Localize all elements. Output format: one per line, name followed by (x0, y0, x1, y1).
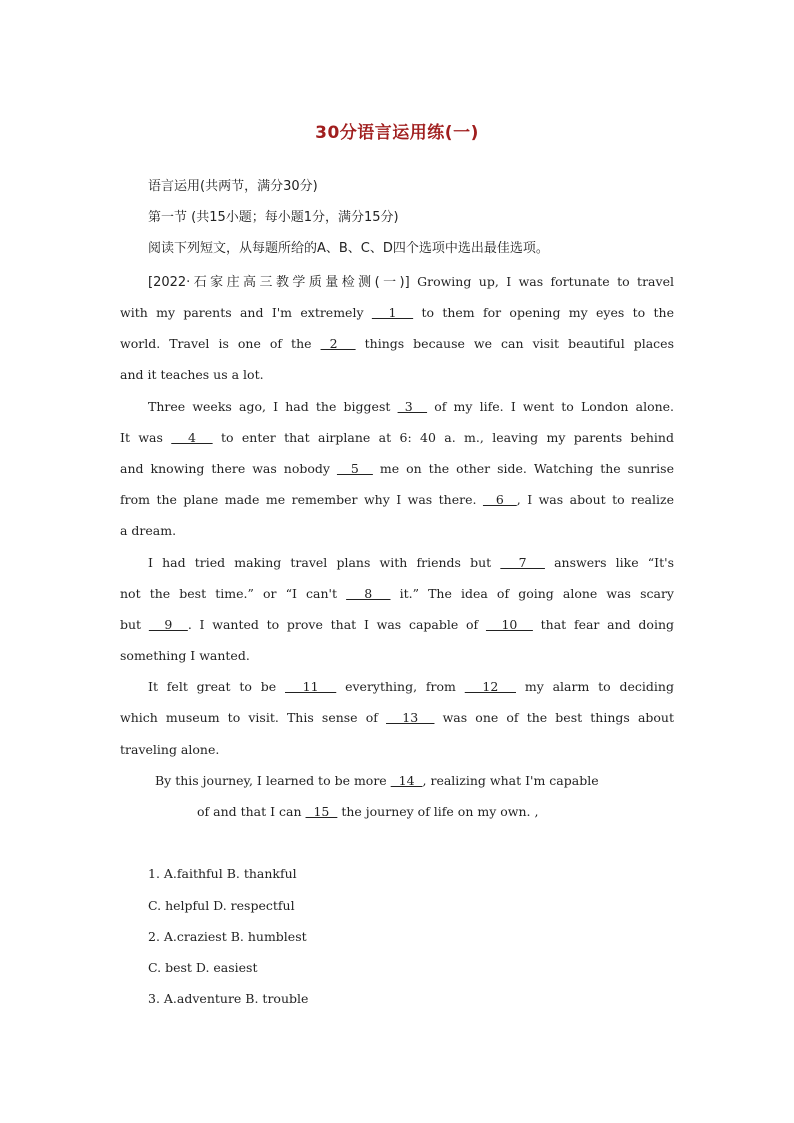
blank-12: 12 (464, 679, 516, 694)
option-line: 2. A.craziest B. humblest (148, 929, 307, 944)
blank-13: 13 (386, 710, 435, 725)
part-heading: 第一节 (共15小题；每小题1分，满分15分) (148, 210, 399, 225)
blank-2: 2 (320, 336, 356, 351)
passage-line: and knowing there was nobody 5 me on the other side. Watching the sunrise (120, 461, 674, 476)
instruction-text: 阅读下列短文，从每题所给的A、B、C、D四个选项中选出最佳选项。 (148, 241, 549, 256)
passage-line: It was 4 to enter that airplane at 6: 40 a. m., leaving my parents behind (120, 430, 674, 445)
passage-line: something I wanted. (120, 648, 250, 663)
passage-line: a dream. (120, 523, 177, 538)
passage-line: It felt great to be 11 everything, from 12 my alarm to deciding (148, 679, 674, 694)
passage-line: from the plane made me remember why I was there. 6 , I was about to realize (120, 492, 674, 507)
source-citation: [2022·石家庄高三教学质量检测(一)] (148, 275, 410, 290)
option-line: 1. A.faithful B. thankful (148, 866, 297, 881)
passage-line: not the best time.” or “I can't 8 it.” The idea of going alone was scary (120, 586, 674, 601)
blank-14: 14 (390, 773, 423, 788)
blank-9: 9 (148, 617, 188, 632)
passage-line: but 9 . I wanted to prove that I was capable of 10 that fear and doing (120, 617, 674, 632)
passage-line: By this journey, I learned to be more 14 , realizing what I'm capable (155, 773, 599, 788)
blank-3: 3 (397, 399, 428, 414)
passage-line: [2022·石家庄高三教学质量检测(一)] Growing up, I was fortunate to travel (148, 274, 674, 290)
option-line: C. best D. easiest (148, 960, 258, 975)
blank-10: 10 (485, 617, 533, 632)
option-line: 3. A.adventure B. trouble (148, 991, 309, 1006)
option-line: C. helpful D. respectful (148, 898, 295, 913)
passage-line: Three weeks ago, I had the biggest 3 of my life. I went to London alone. (148, 399, 675, 414)
blank-7: 7 (500, 555, 545, 570)
blank-5: 5 (336, 461, 373, 476)
passage-line: world. Travel is one of the 2 things because we can visit beautiful places (120, 336, 674, 351)
blank-8: 8 (346, 586, 391, 601)
passage-line: which museum to visit. This sense of 13 was one of the best things about (120, 710, 674, 725)
passage-line: I had tried making travel plans with friends but 7 answers like “It's (148, 555, 674, 570)
blank-1: 1 (371, 305, 414, 320)
page-title: 30分语言运用练(一) (315, 123, 479, 143)
passage-line: and it teaches us a lot. (120, 367, 264, 382)
blank-6: 6 (482, 492, 517, 507)
passage-line: traveling alone. (120, 742, 220, 757)
blank-4: 4 (171, 430, 213, 445)
blank-11: 11 (285, 679, 337, 694)
section-heading: 语言运用(共两节，满分30分) (148, 179, 318, 194)
blank-15: 15 (305, 804, 338, 819)
passage-line: of and that I can 15 the journey of life on my own. , (197, 804, 539, 819)
passage-line: with my parents and I'm extremely 1 to them for opening my eyes to the (120, 305, 674, 320)
